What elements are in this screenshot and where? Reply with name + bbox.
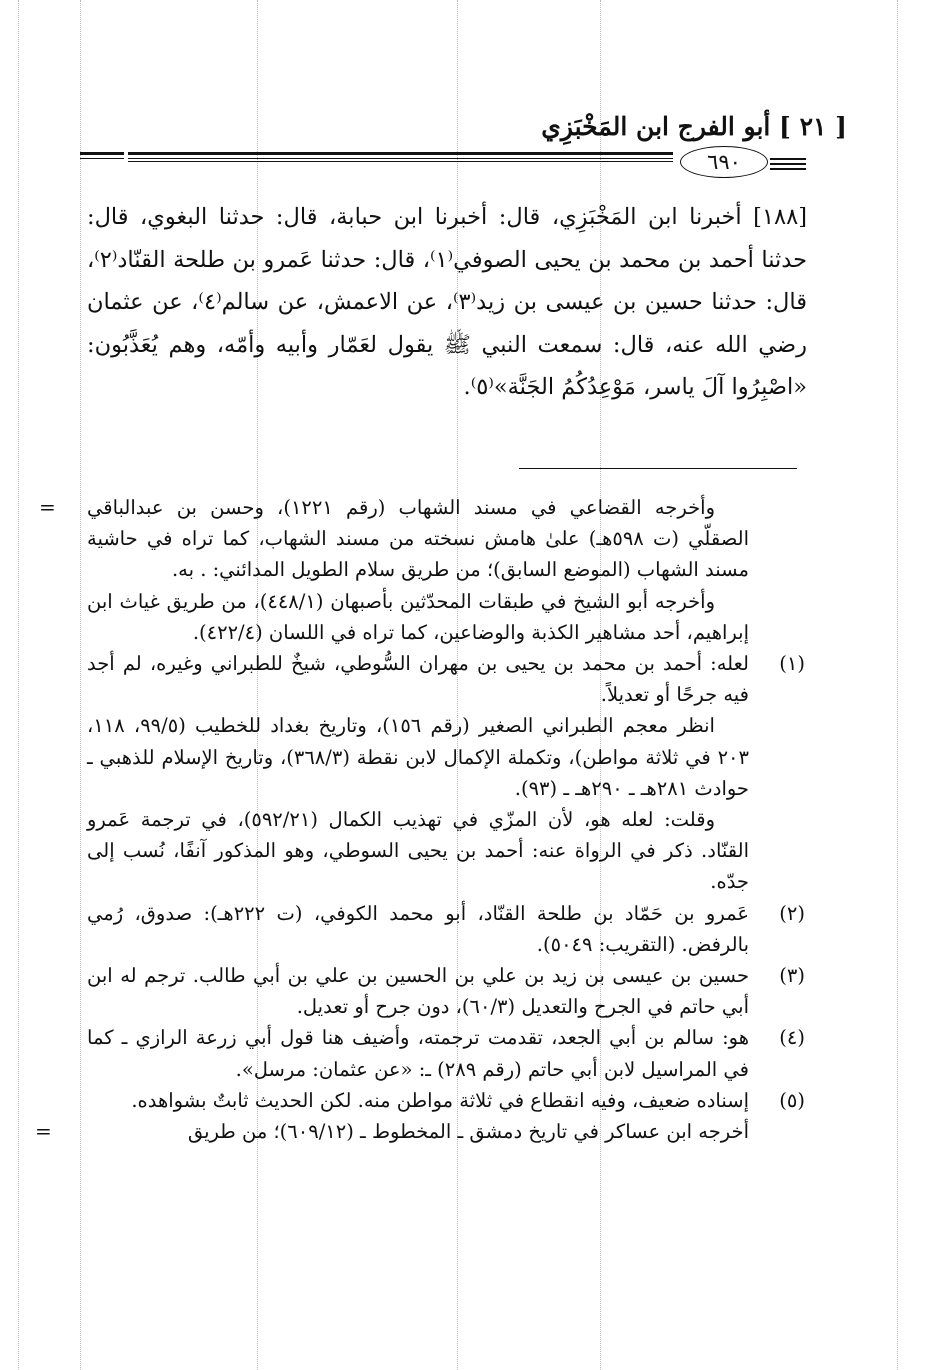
footnotes [35, 492, 807, 1147]
footnote-continuation [87, 492, 807, 648]
footnote-paragraph: انظر معجم الطبراني الصغير (رقم ١٥٦)، وتاريخ بغداد للخطيب (٩٩/٥، ١١٨، ٢٠٣ في ثلاثة مواطن)، وتكملة الإكمال لابن نقطة (٣٦٨/٣)، وتاريخ الإسلام للذهبي ـ حوادث ٢٨١هـ ـ ٢٩٠هـ ـ (٩٣). [87, 714, 749, 800]
header-rules [128, 152, 673, 162]
page-number: ٦٩٠ [680, 146, 768, 178]
header-rule-left [770, 158, 806, 173]
footnote-4 [87, 1022, 807, 1084]
hadith-text [87, 196, 807, 409]
footnote-separator [519, 468, 797, 469]
footnote-paragraph: لعله: أحمد بن محمد بن يحيى بن مهران السُّوطي، شيخٌ للطبراني وغيره، لم أجد فيه جرحًا أو تعديلاً. [87, 652, 749, 707]
footnote-paragraph: وأخرجه أبو الشيخ في طبقات المحدّثين بأصبهان (٤٤٨/١)، من طريق غياث ابن إبراهيم، أحد مشاهير الكذبة والوضاعين، كما تراه في اللسان (٤٢٢/٤). [87, 589, 749, 644]
footnote-3 [87, 960, 807, 1022]
footnote-paragraph: عَمرو بن حَمّاد بن طلحة القنّاد، أبو محمد الكوفي، (ت ٢٢٢هـ): صدوق، رُمي بالرفض. (التقريب: ٥٠٤٩). [87, 901, 749, 956]
header-rule-right [80, 152, 124, 159]
running-header: [ ٢١ ] أبو الفرج ابن المَخْبَزِي [541, 112, 847, 141]
footnote-paragraph: أخرجه ابن عساكر في تاريخ دمشق ـ المخطوط ـ (٦٠٩/١٢)؛ من طريق [187, 1120, 749, 1144]
footnote-number: (٣) [779, 964, 805, 988]
footnote-paragraph: وأخرجه القضاعي في مسند الشهاب (رقم ١٢٢١)، وحسن بن عبدالباقي الصقلّي (ت ٥٩٨هـ) علىٰ هامش نسخته من مسند الشهاب، كما تراه في حاشية مسند الشهاب (الموضع السابق)؛ من طريق سلام الطويل المدائني: . به. [87, 496, 749, 582]
footnote-number: (٥) [779, 1088, 805, 1112]
footnote-number: (٢) [779, 901, 805, 925]
hadith-paragraph: [١٨٨] أخبرنا ابن المَخْبَزِي، قال: أخبرنا ابن حبابة، قال: حدثنا البغوي، قال: حدثنا أحمد بن محمد بن يحيى الصوفي⁽١⁾، قال: حدثنا عَمرو بن طلحة القنّاد⁽٢⁾، قال: حدثنا حسين بن عيسى بن زيد⁽٣⁾، عن الاعمش، عن سالم⁽٤⁾، عن عثمان رضي الله عنه، قال: سمعت النبي ﷺ يقول لعَمّار وأبيه وأمّه، وهم يُعَذَّبُون: «اصْبِرُوا آلَ ياسر، مَوْعِدُكُمُ الجَنَّة»⁽٥⁾. [87, 204, 808, 400]
footnote-1 [87, 648, 807, 898]
footnote-paragraph: إسناده ضعيف، وفيه انقطاع في ثلاثة مواطن منه. لكن الحديث ثابتٌ بشواهده. [131, 1088, 749, 1112]
continuation-mark-end: = [35, 1119, 52, 1144]
footnote-paragraph: وقلت: لعله هو، لأن المزّي في تهذيب الكمال (٥٩٢/٢١)، في ترجمة عَمرو القنّاد. ذكر في الرواة عنه: أحمد بن يحيى السوطي، وهو المذكور آنفًا، نُسب إلى جدّه. [87, 808, 749, 894]
footnote-number: (١) [779, 652, 805, 676]
footnote-2 [87, 898, 807, 960]
footnote-paragraph: حسين بن عيسى بن زيد بن علي بن الحسين بن علي بن أبي طالب. ترجم له ابن أبي حاتم في الجرح والتعديل (٦٠/٣)، دون جرح أو تعديل. [87, 964, 749, 1019]
footnote-paragraph: هو: سالم بن أبي الجعد، تقدمت ترجمته، وأضيف هنا قول أبي زرعة الرازي ـ كما في المراسيل لابن أبي حاتم (رقم ٢٨٩) ـ: «عن عثمان: مرسل». [87, 1026, 749, 1081]
continuation-mark: = [39, 495, 56, 519]
footnote-number: (٤) [779, 1026, 805, 1050]
footnote-5 [35, 1085, 807, 1147]
